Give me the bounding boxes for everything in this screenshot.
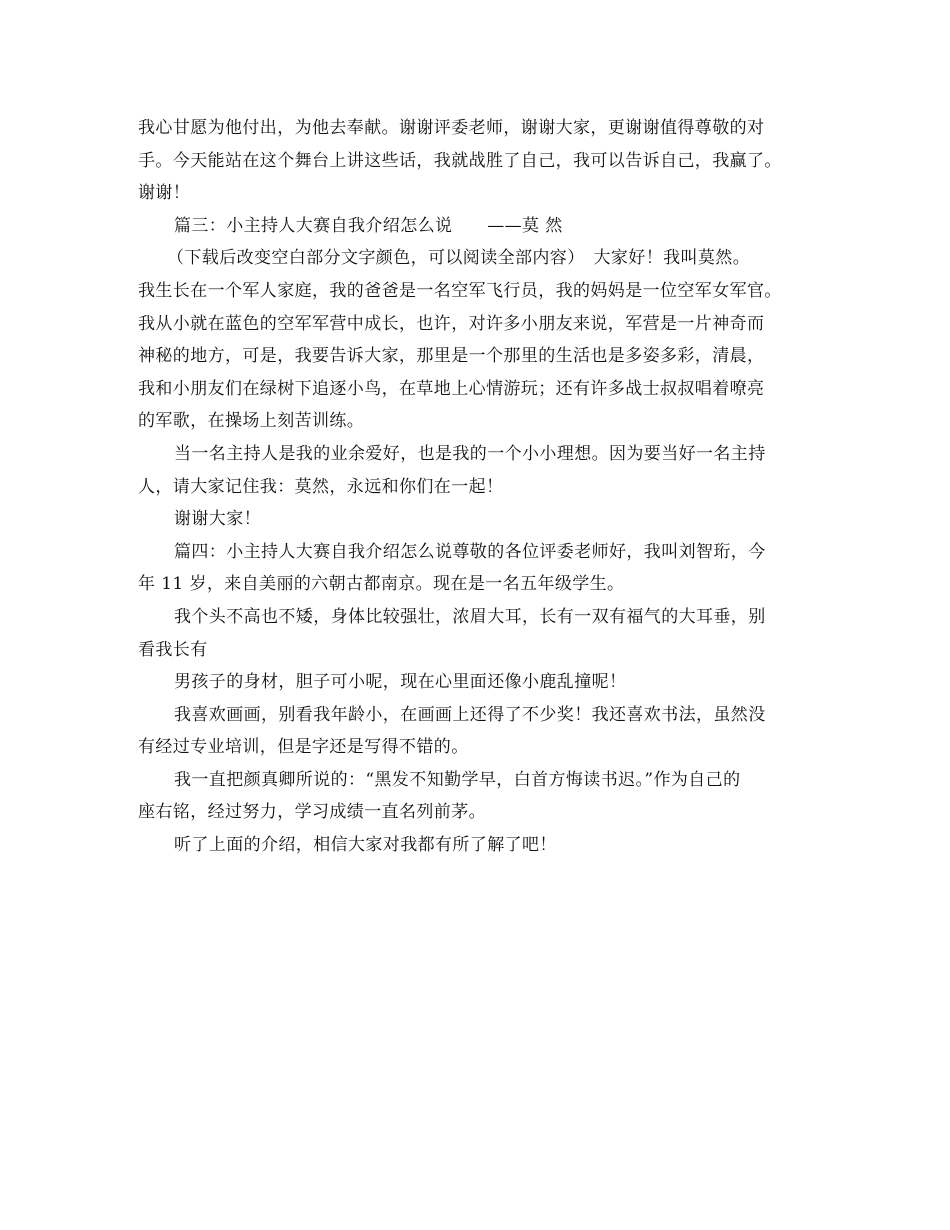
text-line: 我心甘愿为他付出，为他去奉献。谢谢评委老师，谢谢大家，更谢谢值得尊敬的对 (138, 118, 765, 138)
text-line: 我喜欢画画，别看我年龄小，在画画上还得了不少奖！我还喜欢书法，虽然没 (174, 704, 766, 725)
text-line: 我生长在一个军人家庭，我的爸爸是一名空军飞行员，我的妈妈是一位空军女军官。 (138, 280, 782, 301)
section-heading: 篇三：小主持人大赛自我介绍怎么说 ——莫 然 (174, 215, 563, 236)
text-line: （下载后改变空白部分文字颜色，可以阅读全部内容） 大家好！我叫莫然。 (167, 248, 751, 269)
text-line: 当一名主持人是我的业余爱好，也是我的一个小小理想。因为要当好一名主持 (174, 443, 766, 464)
text-line: 我从小就在蓝色的空军军营中成长，也许，对许多小朋友来说，军营是一片神奇而 (138, 313, 765, 334)
text-line: 的军歌，在操场上刻苦训练。 (138, 411, 365, 432)
text-line: 手。今天能站在这个舞台上讲这些话，我就战胜了自己，我可以告诉自己，我赢了。 (138, 150, 782, 171)
text-line: 年 11 岁，来自美丽的六朝古都南京。现在是一名五年级学生。 (138, 574, 625, 595)
document-page (138, 112, 818, 862)
text-line: 谢谢！ (138, 183, 191, 204)
text-line: 男孩子的身材，胆子可小呢，现在心里面还像小鹿乱撞呢！ (174, 672, 627, 693)
text-line: 有经过专业培训，但是字还是写得不错的。 (138, 737, 469, 758)
text-line: 我和小朋友们在绿树下追逐小鸟，在草地上心情游玩；还有许多战士叔叔唱着嘹亮 (138, 378, 765, 399)
section-heading: 篇四：小主持人大赛自我介绍怎么说尊敬的各位评委老师好，我叫刘智珩，今 (174, 541, 766, 562)
text-line: 我个头不高也不矮，身体比较强壮，浓眉大耳，长有一双有福气的大耳垂，别 (174, 606, 766, 627)
text-line: 我一直把颜真卿所说的：“黑发不知勤学早，白首方悔读书迟。”作为自己的 (174, 769, 741, 790)
text-line: 谢谢大家！ (174, 509, 261, 530)
text-line: 看我长有 (138, 639, 208, 660)
text-line: 人，请大家记住我：莫然，永远和你们在一起！ (138, 476, 504, 497)
text-line: 听了上面的介绍，相信大家对我都有所了解了吧！ (174, 835, 557, 856)
text-line: 座右铭，经过努力，学习成绩一直名列前茅。 (138, 802, 486, 823)
text-line: 神秘的地方，可是，我要告诉大家，那里是一个那里的生活也是多姿多彩，清晨， (138, 346, 765, 367)
